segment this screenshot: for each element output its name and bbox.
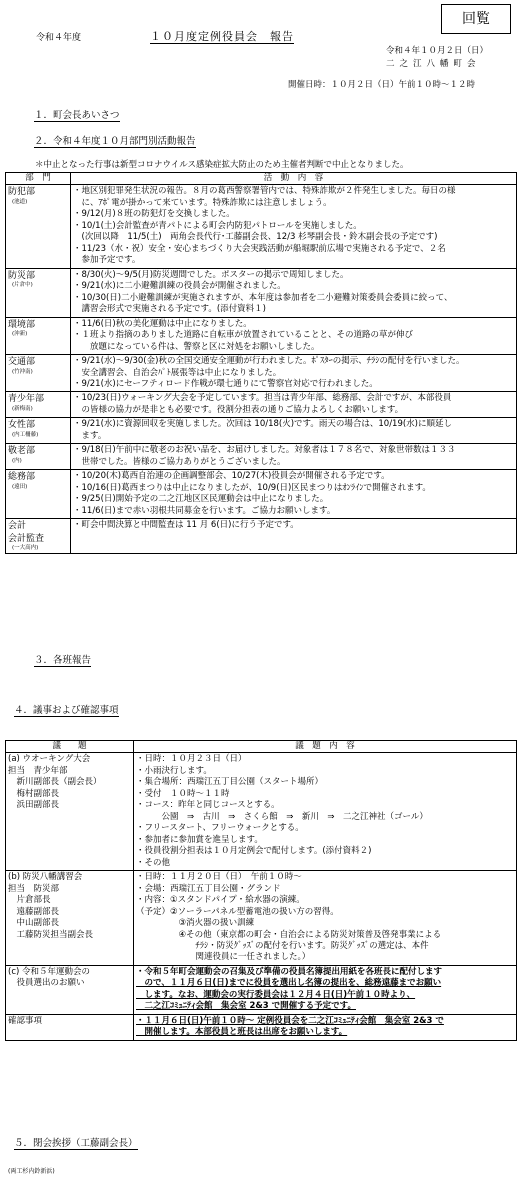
activity-line: (次回以降 11/5(土) 両角会長代行･工藤副会長、12/3 杉琴副会長・鈴木副会長の予定です) (73, 232, 438, 243)
dept-name: 防犯部 (8, 187, 36, 198)
agenda-line: ・その他 (136, 857, 171, 868)
activity-cell (71, 470, 517, 519)
meeting-datetime: 開催日時：１０月２日（日）午前１０時～１２時 (288, 80, 476, 90)
activity-line: ・地区別犯罪発生状況の報告。８月の葛西警察署管内では、特殊詐欺が２件発生しました。毎日の様 (73, 186, 456, 197)
agenda-topic: (b) 防災八幡講習会 担当 防災部 片倉部長 遠藤副部長 中山副部長 工藤防災担当副会長 (6, 871, 134, 966)
dept-cell (6, 418, 71, 444)
agenda-detail (134, 871, 517, 966)
section-4-heading: ４．議事および確認事項 (14, 705, 119, 716)
activity-line: の皆様の協力が是非とも必要です。役割分担表の通りご協力よろしくお願いします。 (73, 404, 404, 415)
dept-cell (6, 519, 71, 554)
agenda-row (6, 753, 517, 871)
activity-row (6, 355, 517, 392)
cancellation-note: ＊中止となった行事は新型コロナウイルス感染症拡大防止のため主催者判断で中止となりました。 (35, 160, 409, 170)
activity-report-table (5, 172, 517, 554)
agenda-line: ・コース：昨年と同じコースとする。 (136, 800, 280, 811)
dept-members: (一大高内) (12, 545, 39, 552)
section-5-heading: ５．閉会挨拶（工藤副会長） (14, 1138, 138, 1149)
activity-line: ・9/25(日)開始予定の二之江地区区民運動会は中止になりました。 (73, 494, 329, 505)
dept-name: 女性部 (8, 420, 36, 431)
activity-line: 放題になっている件は、警察と区に対処をお願いしました。 (73, 341, 320, 352)
agenda-topic: (a) ウオーキング大会 担当 青少年部 新川副部長（副会長） 梅村副部長 浜田副部長 (6, 753, 134, 871)
agenda-line: ・役員役割分担表は１０月定例会で配付します。(添付資料２) (136, 846, 372, 857)
agenda-header: 議 題 (6, 741, 134, 753)
dept-cell (6, 355, 71, 392)
dept-cell (6, 392, 71, 418)
page-title: １０月度定例役員会 報告 (150, 30, 294, 43)
content-header: 活 動 内 容 (71, 173, 517, 185)
dept-name: 青少年部 (8, 394, 45, 405)
activity-line: ・9/21(水)～9/30(金)秋の全国交通安全運動が行われました。ﾎﾟｽﾀｰの掲示、ﾁﾗｼの配付を行いました。 (73, 356, 465, 367)
agenda-line: ・令和５年町会運動会の召集及び準備の役員名簿提出用紙を各班長に配付します (136, 966, 443, 977)
activity-line: ます。 (73, 430, 107, 441)
fiscal-year: 令和４年度 (36, 33, 82, 43)
activity-line: ・11/23（水・祝）安全・安心まちづくり大会実践活動が船堀駅前広場で実施される予定で、２名 (73, 243, 446, 254)
agenda-line: ・日時：１１月２０日（日） 午前１０時～ (136, 872, 302, 883)
activity-line: ・9/12(月)８班の防犯灯を交換しました。 (73, 209, 235, 220)
dept-cell (6, 470, 71, 519)
agenda-line: ④その他（東京都の町会・自治会による防災対策普及啓発事業による (136, 929, 442, 940)
section-1-heading: １．町会長あいさつ (34, 110, 120, 121)
dept-name: 防災部 (8, 270, 36, 281)
activity-line: 講習会形式で実施される予定です。(添付資料１) (73, 304, 266, 315)
activity-cell (71, 355, 517, 392)
activity-cell (71, 418, 517, 444)
activity-cell (71, 268, 517, 317)
agenda-line: ・１１月６日(日)午前１０時～ 定例役員会を二之江ｺﾐｭﾆﾃｨ会館 集会室 2&3 で (136, 1015, 444, 1026)
agenda-row (6, 965, 517, 1014)
dept-name: 総務部 (8, 472, 36, 483)
agenda-detail (134, 753, 517, 871)
dept-header: 部 門 (6, 173, 71, 185)
activity-row (6, 268, 517, 317)
dept-members: (竹沖南) (12, 368, 33, 375)
activity-line: ・11/6(日)まで赤い羽根共同募金を行います。ご協力お願いします。 (73, 505, 336, 516)
agenda-line: ので、１１月６日(日)までに役員を選出し名簿の提出を、総務遠藤までお願い (136, 978, 442, 989)
dept-members: (池道) (12, 198, 28, 205)
agenda-row (6, 1014, 517, 1040)
activity-line: ・10/20(木)葛西自治連の企画調整部会、10/27(木)役員会が開催される予定です。 (73, 471, 390, 482)
agenda-line: ・小雨決行します。 (136, 765, 212, 776)
agenda-topic: (c) 令和５年運動会の 役員選出のお願い (6, 965, 134, 1014)
activity-line: ・9/21(水)に二小避難訓練の役員会が開催されました。 (73, 281, 286, 292)
dept-members: (内工柵藤) (12, 431, 39, 438)
dept-name: 交通部 (8, 357, 36, 368)
agenda-detail (134, 965, 517, 1014)
dept-name: 環境部 (8, 319, 36, 330)
agenda-line: します。なお、運動会の実行委員会は１２月４日(日)午前１０時より、 (136, 989, 416, 1000)
activity-cell (71, 185, 517, 268)
activity-line: 世帯でした。皆様のご協力ありがとうございました。 (73, 456, 286, 467)
activity-cell (71, 444, 517, 470)
activity-row (6, 185, 517, 268)
dept-cell (6, 268, 71, 317)
section-2-heading: ２．令和４年度１０月部門別活動報告 (34, 136, 196, 147)
activity-line: ・9/21(水)にセーフティロード作戦が環七通りにて警察官対応で行われました。 (73, 378, 378, 389)
activity-row (6, 418, 517, 444)
agenda-line: ・会場：西瑞江五丁目公園・グランド (136, 883, 281, 894)
agenda-line: 関連役員に一任されました。） (136, 952, 311, 963)
dept-name: 敬老部 (8, 446, 36, 457)
agenda-line: 開催します。本部役員と班長は出席をお願いします。 (136, 1027, 348, 1038)
dept-members: (遠田) (12, 483, 28, 490)
agenda-topic: 確認事項 (6, 1014, 134, 1040)
activity-line: ・10/30(日)二小避難訓練が実施されますが、本年度は参加者を二小避難対策委員会委員に絞って、 (73, 292, 453, 303)
activity-row (6, 317, 517, 354)
activity-row (6, 470, 517, 519)
activity-cell (71, 519, 517, 554)
activity-row (6, 444, 517, 470)
agenda-row (6, 871, 517, 966)
activity-cell (71, 317, 517, 354)
activity-row (6, 519, 517, 554)
activity-line: 参加予定です。 (73, 255, 141, 266)
agenda-line: ・内容：①スタンドパイプ・給水器の演練。 (136, 895, 305, 906)
agenda-line: ﾁﾗｼ・防災ｸﾞｯｽﾞの配付を行います。防災ｸﾞｯｽﾞの選定は、本件 (136, 940, 429, 951)
activity-line: 安全講習会、自治会ﾊﾟﾄ展張等は中止になりました。 (73, 367, 282, 378)
agenda-detail (134, 1014, 517, 1040)
activity-line: ・9/18(日)午前中に敬老のお祝い品を、お届けしました。対象者は１７８名で、対象世帯数は１３３ (73, 445, 456, 456)
dept-cell (6, 444, 71, 470)
activity-line: ・10/1(土)会計監査が青パトによる町会内防犯パトロールを実施しました。 (73, 220, 362, 231)
activity-line: ・9/21(水)に資源回収を実施しました。次回は 10/18(火)です。雨天の場合は、10/19(水)に順延し (73, 419, 453, 430)
activity-line: ・10/23(日)ウォーキング大会を予定しています。担当は青少年部、総務部、会計ですが、本部役員 (73, 393, 452, 404)
section-3-heading: ３．各班報告 (34, 655, 92, 666)
activity-line: ・町会中間決算と中間監査は 11 月 6(日)に行う予定です。 (73, 520, 299, 531)
activity-line: ・10/16(日)葛西まつりは中止になりましたが、10/9(日)区民まつりはｵﾝﾗｲﾝで開催されます。 (73, 482, 431, 493)
kairan-stamp: 回覧 (441, 4, 511, 34)
agenda-line: ・受付 １０時～１１時 (136, 788, 230, 799)
activity-line: ・１班より指摘のありました道路に自転車が放置されていることと、その道路の草が伸び (73, 330, 414, 341)
dept-members: (沖新) (12, 331, 28, 338)
organization: 二之江八幡町会 (386, 59, 481, 69)
dept-name: 会計 会計監査 (8, 521, 45, 544)
agenda-line: ③消火器の扱い訓練 (136, 918, 255, 929)
agenda-table (5, 740, 517, 1041)
dept-cell (6, 185, 71, 268)
agenda-line: ・日時：１０月２３日（日） (136, 754, 247, 765)
footer-initials: (両工杉内鈴新浜) (8, 1168, 55, 1175)
agenda-content-header: 議 題 内 容 (134, 741, 517, 753)
dept-members: (片倉中) (12, 282, 33, 289)
report-date: 令和４年１０月２日（日） (386, 46, 489, 56)
agenda-line: ・集合場所：西瑞江五丁目公園（スタート場所） (136, 777, 324, 788)
activity-line: ・11/6(日)秋の美化運動は中止になりました。 (73, 318, 252, 329)
agenda-line: 公園 ⇒ 古川 ⇒ さくら館 ⇒ 新川 ⇒ 二之江神社（ゴール） (136, 811, 428, 822)
activity-line: に、ｱﾎﾟ電が掛かって来ています。特殊詐欺には注意しましょう。 (73, 197, 332, 208)
dept-cell (6, 317, 71, 354)
agenda-line: （予定）②ソーラーパネル型蓄電池の扱い方の習得。 (136, 906, 339, 917)
activity-line: ・8/30(火)～9/5(月)防災週間でした。ポスターの掲示で周知しました。 (73, 269, 349, 280)
agenda-line: ・フリースタート、フリーウォークとする。 (136, 823, 304, 834)
dept-members: (内) (12, 457, 22, 464)
activity-row (6, 392, 517, 418)
agenda-line: 二之江ｺﾐｭﾆﾃｨ会館 集会室 2&3 で開催する予定です。 (136, 1001, 356, 1012)
dept-members: (新梅南) (12, 405, 33, 412)
agenda-line: ・参加者に参加賞を進呈します。 (136, 834, 263, 845)
activity-cell (71, 392, 517, 418)
